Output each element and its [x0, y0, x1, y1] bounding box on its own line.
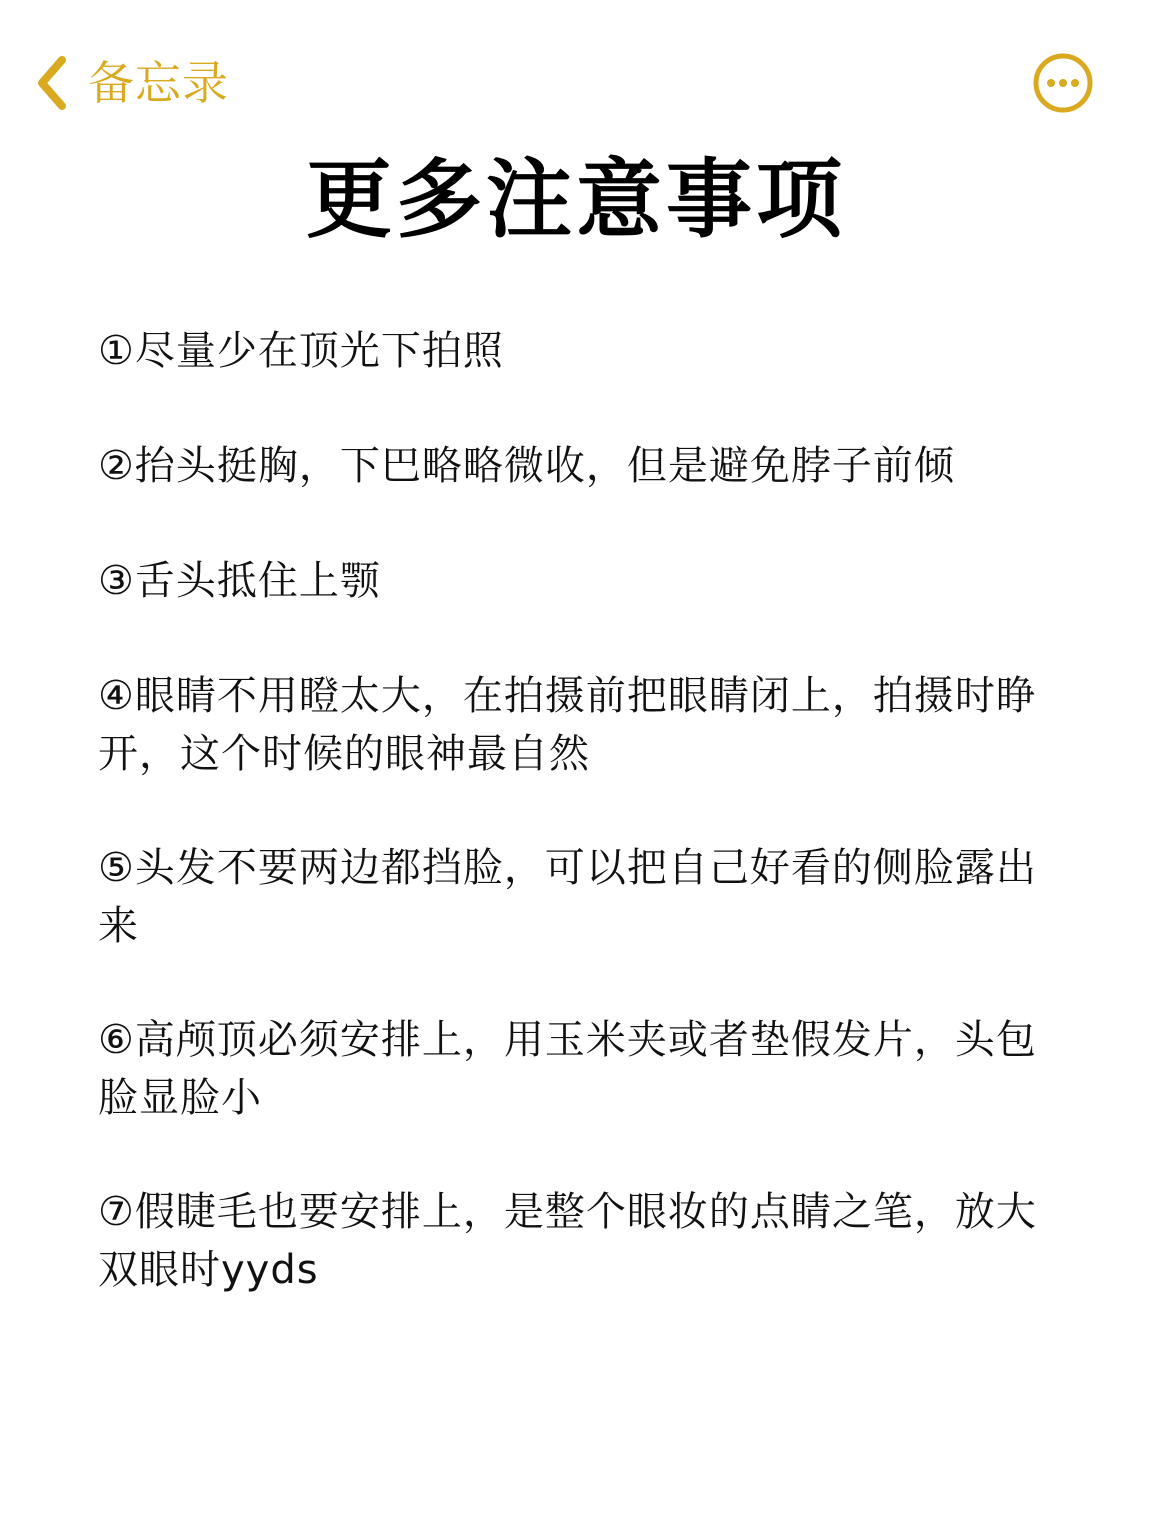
note-item-6: ⑥高颅顶必须安排上，用玉米夹或者垫假发片，头包脸显脸小 [98, 1017, 1037, 1121]
more-options-button[interactable] [1032, 52, 1094, 114]
note-item-4: ④眼睛不用瞪太大，在拍摄前把眼睛闭上，拍摄时睁开，这个时候的眼神最自然 [98, 673, 1037, 777]
note-item-3: ③舌头抵住上颚 [98, 558, 381, 604]
page-title: 更多注意事项 [306, 150, 846, 250]
navigation-bar [0, 0, 1152, 150]
chevron-left-icon [28, 50, 80, 116]
note-item-5: ⑤头发不要两边都挡脸，可以把自己好看的侧脸露出来 [98, 845, 1037, 949]
notes-list [98, 322, 1062, 1355]
back-label: 备忘录 [88, 56, 229, 110]
note-item-7: ⑦假睫毛也要安排上，是整个眼妆的点睛之笔，放大双眼时yyds [98, 1189, 1037, 1293]
back-button[interactable] [28, 50, 229, 116]
note-item-2: ②抬头挺胸，下巴略略微收，但是避免脖子前倾 [98, 443, 955, 489]
note-item-1: ①尽量少在顶光下拍照 [98, 328, 504, 374]
more-horizontal-circle-icon [1032, 52, 1094, 114]
